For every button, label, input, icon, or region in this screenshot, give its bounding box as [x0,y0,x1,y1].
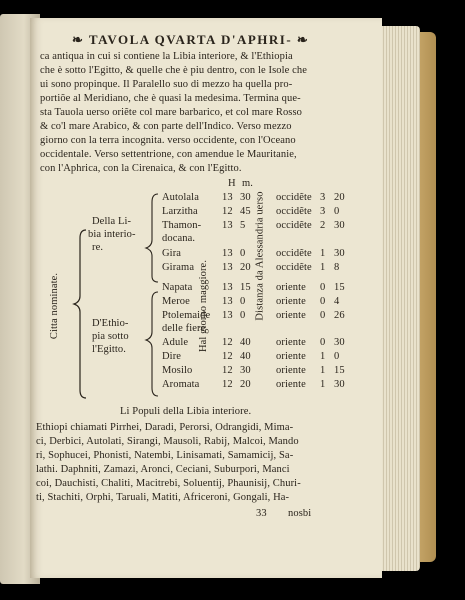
distance-min: 30 [334,379,345,390]
intro-line: con l'Aphrica, con la Cirenaica, & con l'Egitto. [40,163,242,174]
distance-deg: 3 [320,206,326,217]
section-line: Ethiopi chiamati Pirrhei, Daradi, Perorsi, Odrangidi, Mima- [36,422,294,433]
col-header-minutes: m. [242,178,253,189]
distance-min: 0 [334,206,340,217]
hours-value: 13 [222,192,233,203]
section-line: coi, Dauchisti, Chaliti, Macitrebi, Soluentij, Phaunisij, Churi- [36,478,301,489]
group1-label: Della Li- [92,216,132,227]
direction: oriente [276,282,306,293]
city-name: Autolala [162,192,199,203]
minutes-value: 0 [240,296,246,307]
hours-value: 13 [222,282,233,293]
group1-label: re. [92,242,104,253]
distance-deg: 1 [320,262,326,273]
distance-min: 20 [334,192,345,203]
section-heading: Li Populi della Libia interiore. [120,406,252,417]
distance-deg: 1 [320,365,326,376]
distance-min: 30 [334,248,345,259]
city-name: Aromata [162,379,200,390]
city-name: Dire [162,351,182,362]
signature-mark: 33 [256,508,267,519]
minutes-value: 0 [240,310,246,321]
direction: occidẽte [276,262,312,273]
hours-value: 12 [222,351,233,362]
group2-label: l'Egitto. [92,344,126,355]
distance-min: 8 [334,262,340,273]
distance-min: 15 [334,365,345,376]
ornament-left-icon: ❧ [72,32,85,47]
group2-label: D'Ethio- [92,318,129,329]
hours-value: 13 [222,248,233,259]
direction: oriente [276,296,306,307]
distance-deg: 0 [320,310,326,321]
distance-deg: 3 [320,192,326,203]
direction: occidẽte [276,248,312,259]
ornament-right-icon: ❧ [296,32,310,47]
section-line: ci, Derbici, Autolati, Sirangi, Mausoli, Rabij, Malcoi, Mando [36,436,299,447]
hours-value: 12 [222,379,233,390]
intro-line: che è sotto l'Egitto, & quelle che è piu dentro, con le Isole che [40,65,308,76]
minutes-value: 5 [240,220,246,231]
vertical-label-day: Hal giorno maggiore. [198,259,210,353]
minutes-value: 40 [240,337,251,348]
minutes-value: 20 [240,379,251,390]
distance-min: 0 [334,351,340,362]
city-name: docana. [162,233,196,244]
hours-value: 13 [222,310,233,321]
distance-deg: 1 [320,351,326,362]
direction: oriente [276,337,306,348]
minutes-value: 30 [240,192,251,203]
col-header-hours: H [228,178,236,189]
section-line: lathi. Daphniti, Zamazi, Aronci, Ceciani, Suburpori, Manci [36,464,290,475]
city-name: Thamon- [162,220,202,231]
minutes-value: 40 [240,351,251,362]
distance-deg: 0 [320,337,326,348]
city-name: Meroe [162,296,190,307]
city-name: delle fiere [162,323,206,334]
intro-line: portiõe al Meridiano, che è quasi la medesima. Termina que- [40,93,301,104]
city-name: Ptolemaide [162,310,211,321]
hours-value: 13 [222,296,233,307]
section-line: ti, Stachiti, Orphi, Taruali, Matiti, Africeroni, Gongali, Ha- [36,492,290,503]
distance-min: 30 [334,220,345,231]
hours-value: 13 [222,220,233,231]
city-name: Girama [162,262,195,273]
vertical-label-distance: Distanza da Alessandria uerso [254,191,266,321]
direction: oriente [276,310,306,321]
minutes-value: 45 [240,206,251,217]
minutes-value: 15 [240,282,251,293]
intro-line: giorno con la terra incognita. verso occidente, con l'Oceano [40,135,296,146]
city-name: Mosilo [162,365,193,376]
distance-deg: 0 [320,282,326,293]
intro-line: & co'l mare Arabico, & con parte dell'Indico. Verso mezzo [40,121,292,132]
section-line: ri, Sophucei, Phonisti, Natembi, Linisamati, Samamicij, Sa- [36,450,294,461]
city-name: Napata [162,282,193,293]
minutes-value: 20 [240,262,251,273]
intro-line: ui sono propinque. Il Paralello suo di mezzo ha quella pro- [40,79,293,90]
outer-vertical-label: Citta nominate. [49,272,61,340]
group2-label: pia sotto [92,331,129,342]
distance-min: 26 [334,310,345,321]
direction: occidẽte [276,192,312,203]
intro-line: sta Tauola uerso oriẽte col mare barbarico, et col mare Rosso [40,107,303,118]
hours-value: 12 [222,206,233,217]
distance-min: 30 [334,337,345,348]
distance-deg: 2 [320,220,326,231]
minutes-value: 0 [240,248,246,259]
book-page [30,18,382,578]
distance-deg: 1 [320,379,326,390]
hours-value: 13 [222,262,233,273]
minutes-value: 30 [240,365,251,376]
hours-value: 12 [222,365,233,376]
catchword: nosbi [288,508,312,519]
direction: oriente [276,379,306,390]
direction: occidẽte [276,206,312,217]
group1-label: bia interio- [88,229,136,240]
distance-min: 4 [334,296,340,307]
direction: oriente [276,365,306,376]
city-name: Adule [162,337,189,348]
city-name: Gira [162,248,182,259]
direction: occidẽte [276,220,312,231]
distance-deg: 0 [320,296,326,307]
distance-min: 15 [334,282,345,293]
city-name: Larzitha [162,206,198,217]
direction: oriente [276,351,306,362]
hours-value: 12 [222,337,233,348]
intro-line: ca antiqua in cui si contiene la Libia interiore, & l'Ethiopia [40,51,293,62]
distance-deg: 1 [320,248,326,259]
intro-line: occidentale. Verso settentrione, con amendue le Mauritanie, [40,149,297,160]
page-title: TAVOLA QVARTA D'APHRI- [88,32,293,47]
